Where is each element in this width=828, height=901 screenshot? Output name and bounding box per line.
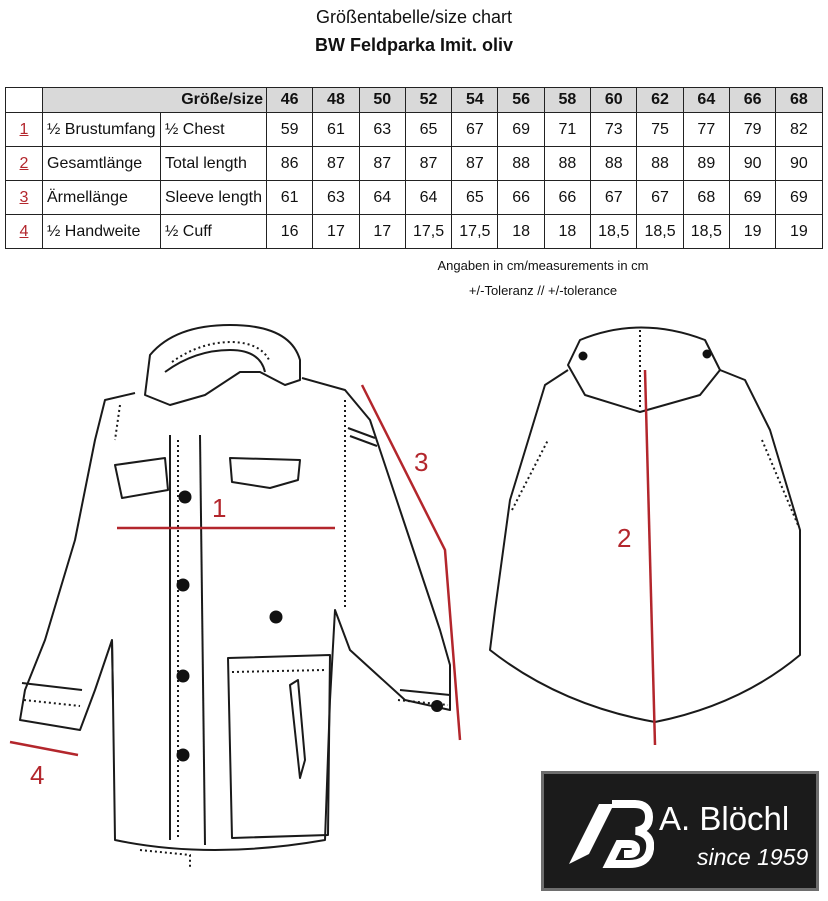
table-cell: 18,5 bbox=[683, 215, 729, 249]
size-cell: 52 bbox=[405, 88, 451, 113]
units-note: Angaben in cm/measurements in cm bbox=[437, 258, 649, 273]
tolerance-note: +/-Toleranz // +/-tolerance bbox=[468, 283, 618, 298]
table-row bbox=[6, 215, 823, 249]
chart-title: Größentabelle/size chart bbox=[315, 7, 513, 27]
row-label-en: Total length bbox=[161, 147, 267, 181]
table-cell: 87 bbox=[359, 147, 405, 181]
size-cell: 48 bbox=[313, 88, 359, 113]
table-cell: 61 bbox=[313, 113, 359, 147]
table-cell: 89 bbox=[683, 147, 729, 181]
table-cell: 87 bbox=[313, 147, 359, 181]
table-cell: 65 bbox=[405, 113, 451, 147]
dimension-label-length: 2 bbox=[617, 523, 632, 553]
table-cell: 75 bbox=[637, 113, 683, 147]
table-cell: 66 bbox=[498, 181, 544, 215]
table-cell: 63 bbox=[313, 181, 359, 215]
table-row bbox=[6, 181, 823, 215]
table-cell: 18 bbox=[498, 215, 544, 249]
size-cell: 68 bbox=[776, 88, 822, 113]
table-cell: 86 bbox=[267, 147, 313, 181]
parka-front-drawing bbox=[0, 320, 480, 880]
row-label-de: ½ Handweite bbox=[43, 215, 161, 249]
row-label-en: ½ Cuff bbox=[161, 215, 267, 249]
table-cell: 66 bbox=[544, 181, 590, 215]
table-row bbox=[6, 113, 823, 147]
brand-logo bbox=[541, 771, 819, 891]
table-cell: 17,5 bbox=[405, 215, 451, 249]
table-cell: 68 bbox=[683, 181, 729, 215]
size-cell: 56 bbox=[498, 88, 544, 113]
table-cell: 69 bbox=[776, 181, 822, 215]
table-cell: 77 bbox=[683, 113, 729, 147]
row-label-de: Ärmellänge bbox=[43, 181, 161, 215]
empty-header-cell bbox=[6, 88, 43, 113]
row-index: 2 bbox=[6, 147, 43, 181]
table-cell: 82 bbox=[776, 113, 822, 147]
size-header-label: Größe/size bbox=[43, 88, 267, 113]
size-cell: 62 bbox=[637, 88, 683, 113]
parka-back-drawing bbox=[480, 320, 820, 760]
row-index: 3 bbox=[6, 181, 43, 215]
size-table bbox=[5, 87, 823, 249]
table-cell: 19 bbox=[776, 215, 822, 249]
size-header-row bbox=[6, 88, 823, 113]
brand-since: since 1959 bbox=[697, 844, 809, 870]
row-label-de: ½ Brustumfang bbox=[43, 113, 161, 147]
table-cell: 18 bbox=[544, 215, 590, 249]
table-cell: 17,5 bbox=[452, 215, 498, 249]
table-cell: 67 bbox=[452, 113, 498, 147]
dimension-label-chest: 1 bbox=[212, 493, 227, 523]
table-cell: 59 bbox=[267, 113, 313, 147]
table-cell: 69 bbox=[498, 113, 544, 147]
table-cell: 64 bbox=[405, 181, 451, 215]
table-cell: 90 bbox=[776, 147, 822, 181]
table-cell: 18,5 bbox=[637, 215, 683, 249]
size-cell: 54 bbox=[452, 88, 498, 113]
table-cell: 18,5 bbox=[591, 215, 637, 249]
table-cell: 88 bbox=[498, 147, 544, 181]
table-cell: 17 bbox=[359, 215, 405, 249]
table-cell: 61 bbox=[267, 181, 313, 215]
table-cell: 65 bbox=[452, 181, 498, 215]
table-cell: 67 bbox=[637, 181, 683, 215]
table-cell: 88 bbox=[544, 147, 590, 181]
size-cell: 64 bbox=[683, 88, 729, 113]
row-label-de: Gesamtlänge bbox=[43, 147, 161, 181]
size-cell: 50 bbox=[359, 88, 405, 113]
size-cell: 58 bbox=[544, 88, 590, 113]
brand-name: A. Blöchl bbox=[659, 800, 790, 837]
dimension-label-cuff: 4 bbox=[30, 760, 45, 790]
size-cell: 66 bbox=[729, 88, 775, 113]
table-cell: 88 bbox=[637, 147, 683, 181]
ab-logo-mark bbox=[564, 799, 654, 869]
row-index: 4 bbox=[6, 215, 43, 249]
table-cell: 88 bbox=[591, 147, 637, 181]
table-cell: 87 bbox=[452, 147, 498, 181]
table-cell: 69 bbox=[729, 181, 775, 215]
size-cell: 60 bbox=[591, 88, 637, 113]
table-cell: 87 bbox=[405, 147, 451, 181]
table-cell: 17 bbox=[313, 215, 359, 249]
row-label-en: Sleeve length bbox=[161, 181, 267, 215]
table-cell: 79 bbox=[729, 113, 775, 147]
row-index: 1 bbox=[6, 113, 43, 147]
table-cell: 64 bbox=[359, 181, 405, 215]
table-cell: 67 bbox=[591, 181, 637, 215]
product-title: BW Feldparka Imit. oliv bbox=[314, 35, 514, 55]
table-cell: 90 bbox=[729, 147, 775, 181]
size-cell: 46 bbox=[267, 88, 313, 113]
table-row bbox=[6, 147, 823, 181]
table-cell: 16 bbox=[267, 215, 313, 249]
table-cell: 19 bbox=[729, 215, 775, 249]
row-label-en: ½ Chest bbox=[161, 113, 267, 147]
dimension-label-sleeve: 3 bbox=[414, 447, 429, 477]
table-cell: 73 bbox=[591, 113, 637, 147]
table-cell: 71 bbox=[544, 113, 590, 147]
table-cell: 63 bbox=[359, 113, 405, 147]
